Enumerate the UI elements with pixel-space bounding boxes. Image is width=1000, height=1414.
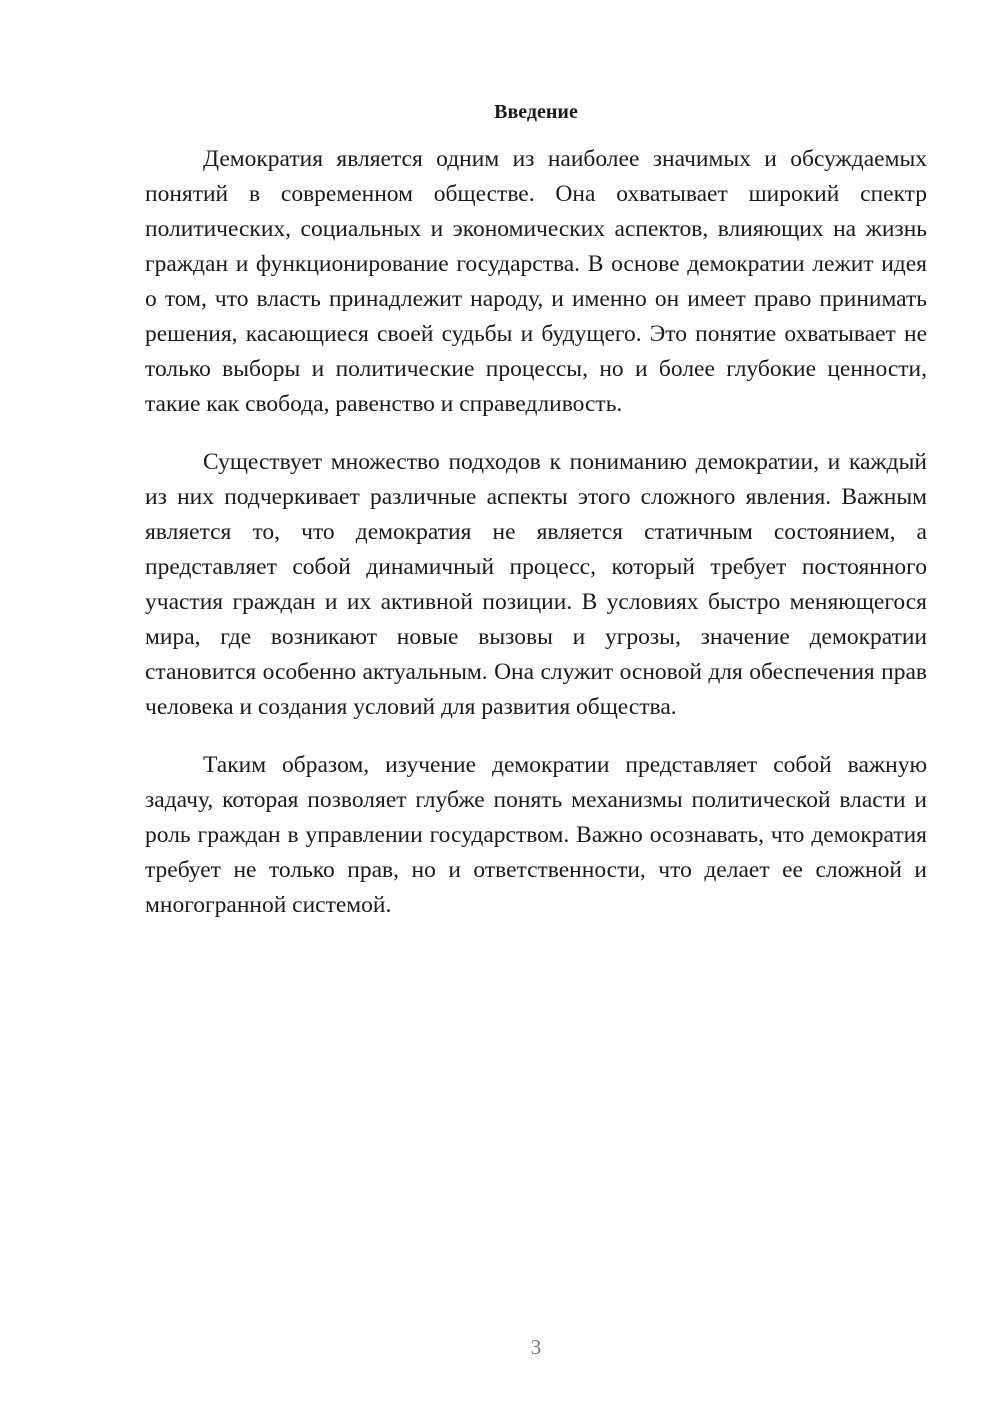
page-number: 3 (530, 1335, 542, 1359)
section-heading: Введение (494, 101, 578, 123)
paragraph-3: Таким образом, изучение демократии представляет собой важную задачу, которая позволяет глубже понять механизмы политической власти и роль граждан в управлении государством. Важно осознавать, что демократия требует не только прав, но и ответственности, что делает ее сложной и многогранной системой. (145, 752, 927, 918)
paragraph-2: Существует множество подходов к пониманию демократии, и каждый из них подчеркивает различные аспекты этого сложного явления. Важным является то, что демократия не является статичным состоянием, а представляет собой динамичный процесс, который требует постоянного участия граждан и их активной позиции. В условиях быстро меняющегося мира, где возникают новые вызовы и угрозы, значение демократии становится особенно актуальным. Она служит основой для обеспечения прав человека и создания условий для развития общества. (145, 449, 927, 720)
body-text (145, 142, 927, 946)
paragraph-1: Демократия является одним из наиболее значимых и обсуждаемых понятий в современном обществе. Она охватывает широкий спектр политических, социальных и экономических аспектов, влияющих на жизнь граждан и функционирование государства. В основе демократии лежит идея о том, что власть принадлежит народу, и именно он имеет право принимать решения, касающиеся своей судьбы и будущего. Это понятие охватывает не только выборы и политические процессы, но и более глубокие ценности, такие как свобода, равенство и справедливость. (145, 146, 927, 417)
